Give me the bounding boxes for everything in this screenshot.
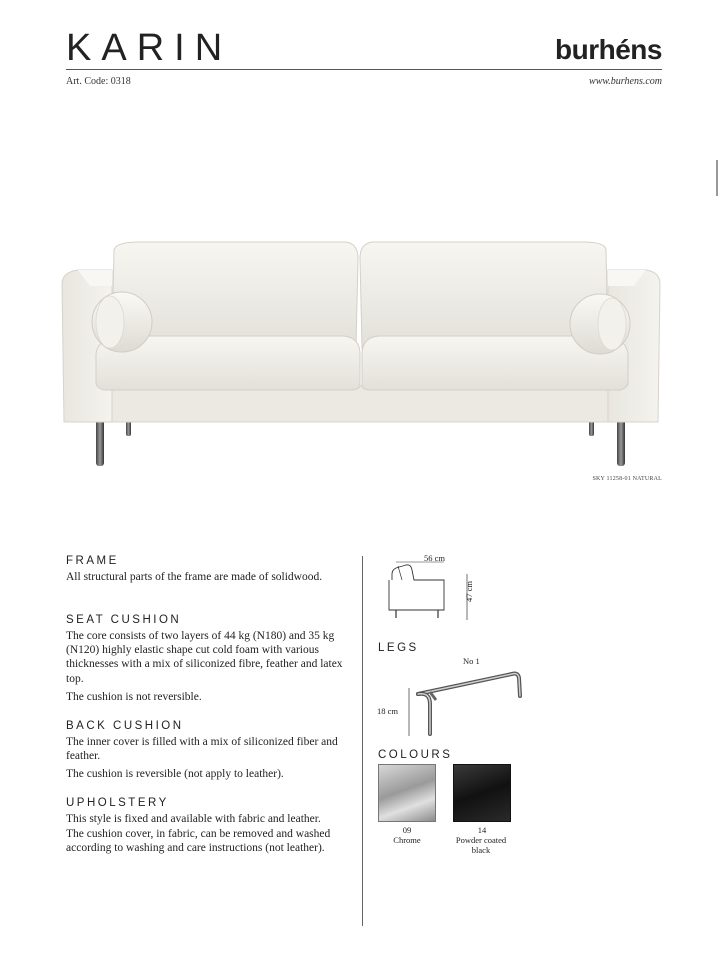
section-paragraph: The core consists of two layers of 44 kg (N180) and 35 kg (N120) highly elastic shape cut cold foam with various thicknesses with a mix of siliconized fibre, feather and latex top.: [66, 630, 343, 685]
sofa-image: [60, 236, 664, 470]
product-title: KARIN: [66, 27, 233, 69]
section-paragraph: The cushion is reversible (not apply to leather).: [66, 768, 284, 781]
section-heading: UPHOLSTERY: [66, 797, 169, 809]
section-heading: SEAT CUSHION: [66, 614, 182, 626]
dimensions-diagram: [386, 560, 446, 622]
leg-name: No 1: [463, 656, 480, 666]
leg-height-label: 18 cm: [377, 706, 399, 716]
swatch-chip: [453, 764, 511, 822]
art-code: Art. Code: 0318: [66, 76, 131, 87]
header-divider: [66, 69, 662, 70]
section-upholstery: [66, 796, 350, 856]
section-paragraph: The cushion cover, in fabric, can be removed and washed according to washing and care instructions (not leather).: [66, 828, 331, 855]
column-divider: [362, 556, 363, 926]
height-label: 47 cm: [464, 580, 474, 602]
legs-heading: LEGS: [378, 642, 419, 654]
swatch-name: Powder coated black: [455, 835, 507, 855]
colour-swatch-chrome[interactable]: [378, 764, 436, 845]
depth-label: 56 cm: [424, 553, 446, 563]
section-heading: FRAME: [66, 555, 119, 567]
section-frame: [66, 554, 350, 584]
section-heading: BACK CUSHION: [66, 720, 184, 732]
section-paragraph: The inner cover is filled with a mix of siliconized fiber and feather.: [66, 736, 338, 763]
swatch-code: 09: [402, 825, 412, 835]
brand-logo: burhéns: [555, 34, 662, 65]
section-seat-cushion: [66, 613, 350, 704]
section-back-cushion: [66, 719, 350, 782]
swatch-name: Chrome: [393, 835, 421, 845]
colours-heading: COLOURS: [378, 749, 453, 761]
section-paragraph: This style is fixed and available with fabric and leather.: [66, 813, 321, 825]
colour-swatch-black[interactable]: [453, 764, 511, 855]
page-edge-mark: [716, 160, 718, 196]
swatch-chip: [378, 764, 436, 822]
section-paragraph: All structural parts of the frame are made of solidwood.: [66, 571, 323, 583]
fabric-code-caption: SKY 11258-01 NATURAL: [592, 476, 662, 482]
website-link[interactable]: www.burhens.com: [589, 76, 662, 87]
leg-drawing: [404, 664, 528, 740]
swatch-code: 14: [477, 825, 487, 835]
section-paragraph: The cushion is not reversible.: [66, 690, 202, 703]
